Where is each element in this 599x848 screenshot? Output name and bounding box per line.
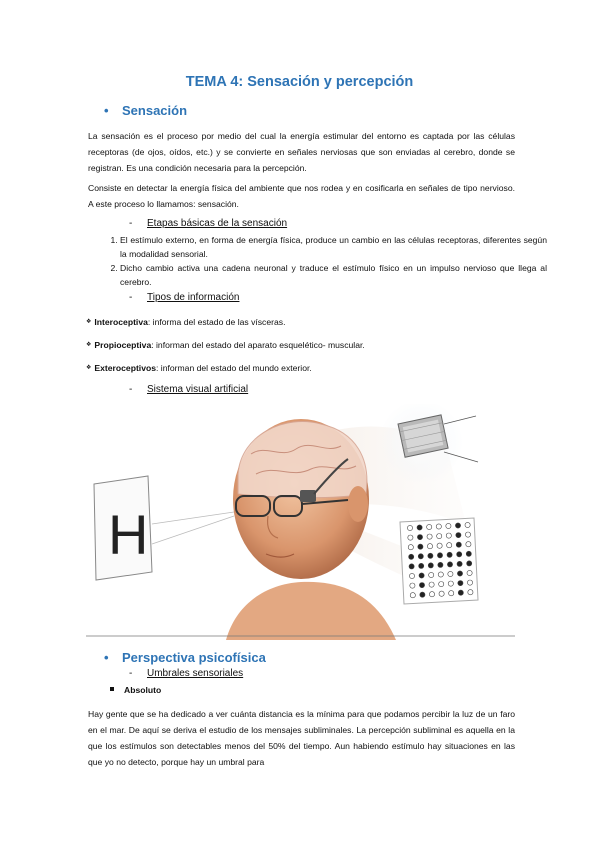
phosphene-dot xyxy=(437,553,442,558)
letter-h: H xyxy=(108,503,149,566)
phosphene-dot xyxy=(446,523,451,528)
phosphene-dot xyxy=(438,562,443,567)
info-desc: : informan del estado del mundo exterior. xyxy=(156,363,312,373)
phosphene-dot xyxy=(447,552,452,557)
camera-device xyxy=(300,490,316,502)
section-heading-text: Perspectiva psicofísica xyxy=(122,650,266,665)
diamond-bullet-icon: ❖ xyxy=(86,342,92,348)
list-item: 2. Dicho cambio activa una cadena neuronal y traduce el estímulo físico en un impulso nervioso que llega al cerebro. xyxy=(120,261,547,289)
subheading-text: Sistema visual artificial xyxy=(147,384,249,395)
section-heading-text: Sensación xyxy=(122,103,188,118)
phosphene-dot xyxy=(447,543,452,548)
phosphene-dot xyxy=(447,562,452,567)
paragraph-detection: Consiste en detectar la energía física del ambiente que nos rodea y en cosificarla en señales de tipo nervioso. A este proceso lo llamamos: sensación. xyxy=(88,183,515,209)
section-heading-perspectiva xyxy=(104,650,266,665)
phosphene-dot xyxy=(419,563,424,568)
square-bullet-icon xyxy=(110,687,114,691)
phosphene-dot xyxy=(439,591,444,596)
bullet-icon: • xyxy=(104,650,109,665)
diamond-bullet-icon: ❖ xyxy=(86,319,92,325)
phosphene-dot xyxy=(446,533,451,538)
phosphene-dot xyxy=(457,571,462,576)
phosphene-grid-panel xyxy=(400,518,478,604)
phosphene-dot xyxy=(439,582,444,587)
phosphene-dot xyxy=(448,581,453,586)
paragraph-umbral: Hay gente que se ha dedicado a ver cuánta distancia es la mínima para que podamos percibir la luz de un faro en el mar. De aquí se deriva el estudio de los mensajes subliminales. La percepción subliminal es aquella en la que los estímulos son detectables menos del 50% del tiempo. Aun habiendo estímulo hay situaciones en las que yo no detecto, porque hay un umbral para xyxy=(88,709,515,767)
phosphene-dot xyxy=(465,532,470,537)
phosphene-dot xyxy=(456,533,461,538)
info-desc: : informan del estado del aparato esquelético- muscular. xyxy=(151,340,365,350)
paragraph-definition: La sensación es el proceso por medio del cual la energía estimular del entorno es captada por las células receptoras (de ojos, oídos, etc.) y se convierte en señales nerviosas que son enviadas al cerebro, donde se registran. Es una condición necesaria para la percepción. xyxy=(88,131,515,173)
steps-list xyxy=(88,233,547,289)
dash-marker: - xyxy=(129,292,133,303)
phosphene-dot xyxy=(458,590,463,595)
phosphene-dot xyxy=(409,573,414,578)
artificial-vision-illustration xyxy=(86,404,515,640)
subheading-etapas xyxy=(129,218,287,229)
phosphene-dot xyxy=(455,523,460,528)
bullet-icon: • xyxy=(104,103,109,118)
phosphene-dot xyxy=(420,592,425,597)
phosphene-dot xyxy=(417,525,422,530)
subheading-tipos xyxy=(129,292,239,303)
phosphene-dot xyxy=(427,524,432,529)
phosphene-dot xyxy=(437,534,442,539)
phosphene-dot xyxy=(427,534,432,539)
phosphene-dot xyxy=(408,545,413,550)
phosphene-dot xyxy=(418,544,423,549)
phosphene-dot xyxy=(466,551,471,556)
phosphene-dot xyxy=(407,525,412,530)
phosphene-dot xyxy=(467,580,472,585)
phosphene-dot xyxy=(408,535,413,540)
phosphene-dot xyxy=(437,543,442,548)
page-title: TEMA 4: Sensación y percepción xyxy=(185,74,414,90)
phosphene-dot xyxy=(468,590,473,595)
phosphene-dot xyxy=(419,573,424,578)
phosphene-dot xyxy=(428,553,433,558)
info-item-exteroceptivos xyxy=(86,363,312,373)
subheading-text: Tipos de información xyxy=(147,292,240,303)
ear-shape xyxy=(348,486,368,522)
phosphene-dot xyxy=(410,593,415,598)
list-item: 1. El estímulo externo, en forma de energía física, produce un cambio en las células receptoras, diferentes según la modalidad sensorial. xyxy=(120,233,547,261)
phosphene-dot xyxy=(429,582,434,587)
info-term: Exteroceptivos xyxy=(94,363,157,373)
phosphene-dot xyxy=(429,592,434,597)
diamond-bullet-icon: ❖ xyxy=(86,365,92,371)
phosphene-dot xyxy=(429,572,434,577)
phosphene-dot xyxy=(409,554,414,559)
phosphene-dot xyxy=(438,572,443,577)
phosphene-dot xyxy=(465,522,470,527)
subheading-text: Etapas básicas de la sensación xyxy=(147,218,288,229)
phosphene-dot xyxy=(457,561,462,566)
phosphene-dot xyxy=(457,552,462,557)
phosphene-dot xyxy=(467,570,472,575)
phosphene-dot xyxy=(467,561,472,566)
phosphene-dot xyxy=(428,563,433,568)
phosphene-dot xyxy=(418,554,423,559)
phosphene-dot xyxy=(458,581,463,586)
info-item-interoceptiva xyxy=(86,317,285,327)
info-desc: : informa del estado de las vísceras. xyxy=(147,317,286,327)
section-heading-sensacion xyxy=(104,103,187,118)
phosphene-dot xyxy=(417,535,422,540)
dash-marker: - xyxy=(129,384,133,395)
phosphene-dot xyxy=(409,564,414,569)
subheading-umbrales xyxy=(129,668,243,679)
phosphene-dot xyxy=(456,542,461,547)
phosphene-dot xyxy=(427,544,432,549)
dash-marker: - xyxy=(129,218,133,229)
phosphene-dot xyxy=(448,571,453,576)
dash-marker: - xyxy=(129,668,133,679)
phosphene-dot xyxy=(419,583,424,588)
subheading-sistema xyxy=(129,384,248,395)
phosphene-dot xyxy=(436,524,441,529)
info-term: Propioceptiva xyxy=(94,340,152,350)
info-term: Interoceptiva xyxy=(94,317,148,327)
phosphene-dot xyxy=(449,591,454,596)
phosphene-dot xyxy=(466,542,471,547)
subheading-text: Umbrales sensoriales xyxy=(147,668,244,679)
absoluto-label: Absoluto xyxy=(124,685,162,695)
phosphene-dot xyxy=(410,583,415,588)
subheading-absoluto xyxy=(110,685,161,695)
info-item-propioceptiva xyxy=(86,340,365,350)
